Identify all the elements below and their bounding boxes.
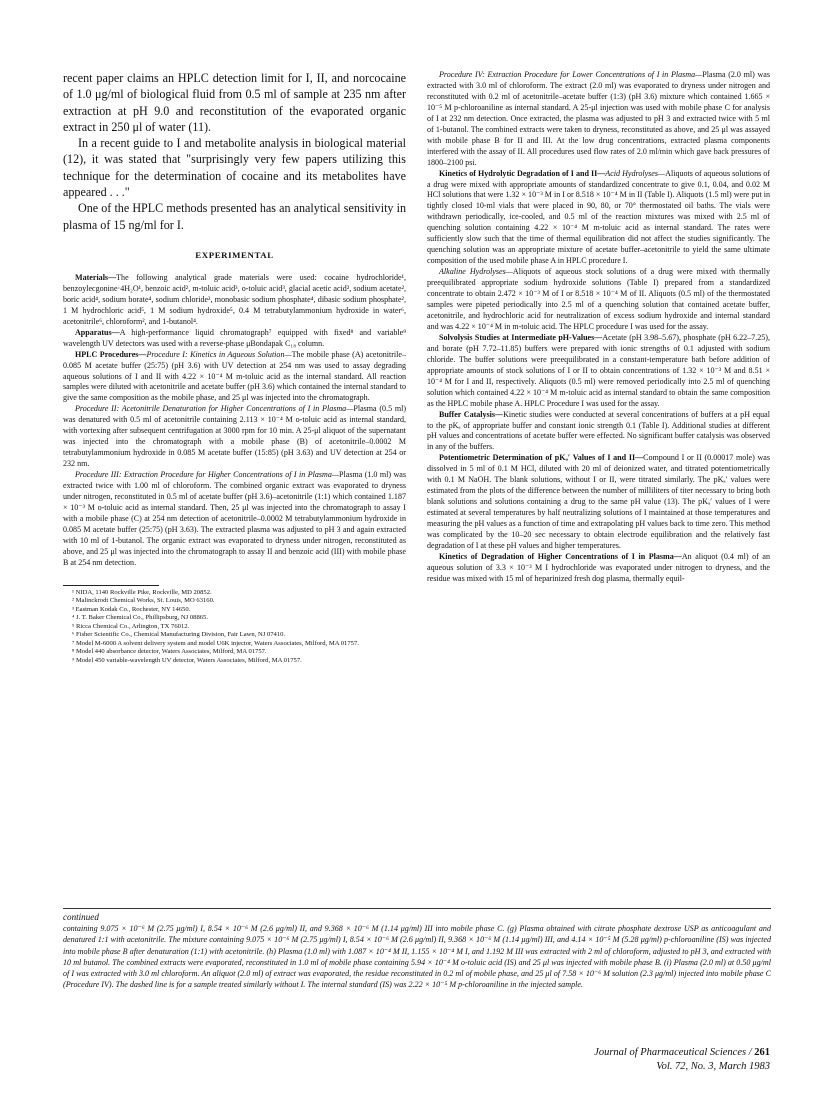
intro-paragraph: recent paper claims an HPLC detection limit for I, II, and norcocaine of 1.0 μg/ml of biological fluid from 0.5 ml of sample at 235 nm after extraction at pH 9.0 and reconstitution of the evaporated organic extract in 250 μl of water (11). — [63, 71, 406, 134]
procedure-1-text: The mobile phase (A) acetonitrile–0.085 M acetate buffer (25:75) (pH 3.6) with UV detection at 254 nm was used to assay degrading aqueous solutions of I and II with 4.22 × 10⁻⁴ M m-toluic acid as the internal standard. All reaction samples were diluted with acetonitrile and acetate buffer (pH 3.6) which contained the internal standard to give the same composition as the mobile phase, and 25 μl was injected into the chromatograph. — [63, 349, 407, 403]
section-heading-experimental: EXPERIMENTAL — [195, 249, 274, 260]
procedure-4-text: Plasma (2.0 ml) was extracted with 3.0 ml of chloroform. The extract (2.0 ml) was evaporated to dryness under nitrogen and reconstituted with 0.2 ml of acetonitrile–acetate buffer (1:3) (pH 3.6) mixture which contained 1.665 × 10⁻⁵ M p-chloroaniline as internal standard. A 25-μl injection was used with mobile phase C for analysis of I at 232 nm detection. Once extracted, the plasma was adjusted to pH 3 and extracted twice with 5 ml of 1-butanol. The combined extracts were taken to dryness, reconstituted as above, and 25 μl was assayed with mobile phase B for II and III. At the low drug concentrations, extracted plasma components interfered with the assay of II. All procedures used flow rates of 2.0 ml/min which gave back pressures of 1800–2100 psi. — [427, 70, 770, 167]
footnote: ³ Eastman Kodak Co., Rochester, NY 14650. — [72, 605, 191, 613]
footnote: ⁵ Ricca Chemical Co., Arlington, TX 76012. — [72, 622, 190, 630]
procedure-1-title: Procedure I: Kinetics in Aqueous Solution— — [146, 349, 292, 359]
buffer-catalysis-paragraph — [427, 410, 770, 454]
higher-concentration-title: Kinetics of Degradation of Higher Concentrations of I in Plasma— — [439, 551, 682, 561]
procedure-2-title: Procedure II: Acetonitrile Denaturation for Higher Concentrations of I in Plasma— — [75, 404, 354, 414]
procedure-2-paragraph — [63, 404, 406, 470]
apparatus-paragraph — [63, 328, 406, 350]
higher-concentration-paragraph — [427, 552, 770, 585]
figure-caption-continued — [63, 908, 771, 991]
right-column — [427, 70, 770, 585]
footnote: ⁴ J. T. Baker Chemical Co., Phillipsburg, NJ 08865. — [72, 614, 209, 622]
intro-paragraph: In a recent guide to I and metabolite analysis in biological material (12), it was stated that "surprisingly very few papers utilizing this technique for the determination of cocaine and its metabolites have appeared . . ." — [63, 136, 406, 200]
procedure-4-paragraph — [427, 70, 770, 169]
materials-text: The following analytical grade materials were used: cocaine hydrochloride¹, benzoylecgonine·4H₂O¹, benzoic acid², m-toluic acid³, o-toluic acid³, glacial acetic acid², sodium acetate², boric acid⁴, sodium borate⁴, sodium chloride², monobasic sodium phosphate⁴, dibasic sodium phosphate², 1 M hydrochloric acid⁵, 1 M sodium hydroxide⁵, 0.4 M tetrabutylammonium hydroxide in water⁶, acetonitrile⁶, chloroform², and 1-butanol⁴. — [63, 272, 406, 326]
kinetics-paragraph — [427, 169, 770, 268]
left-column — [63, 70, 406, 666]
procedure-3-paragraph — [63, 470, 406, 569]
acid-hydrolyses-title: Acid Hydrolyses— — [605, 168, 666, 178]
continued-label: continued — [63, 912, 99, 922]
apparatus-text: A high-performance liquid chromatograph⁷ equipped with fixed⁸ and variable⁹ wavelength UV detectors was used with a reverse-phase μBondapak C₁₈ column. — [63, 327, 406, 348]
caption-text: containing 9.075 × 10⁻⁶ M (2.75 μg/ml) I, 8.54 × 10⁻⁶ M (2.6 μg/ml) II, and 9.368 × 10⁻⁶ M (1.14 μg/ml) III into mobile phase C. (g) Plasma obtained with citrate phosphate dextrose USP as anticoagulant and denatured 1:1 with acetonitrile. The mixture containing 9.075 × 10⁻⁶ M (2.75 μg/ml) I, 8.54 × 10⁻⁶ M (2.6 μg/ml) II, 9.368 × 10⁻⁶ M (1.14 μg/ml) III, and 4.14 × 10⁻⁵ M (5.28 μg/ml) p-chloroaniline (IS) was injected into mobile phase B after denaturation (1:1) with acetonitrile. (h) Plasma (1.0 ml) with 1.087 × 10⁻⁴ M II, 1.155 × 10⁻⁴ M I, and 1.192 M III was extracted with 2 ml of chloroform, adjusted to pH 3, and extracted with 10 ml butanol. The combined extracts were evaporated, reconstituted in 1.0 ml of mobile phase containing 5.94 × 10⁻⁴ M o-toluic acid (IS) and 25 μl was injected with mobile phase B. (i) Plasma (2.0 ml) at 0.50 μg/ml of I was extracted with 3.0 ml chloroform. An aliquot (2.0 ml) of extract was evaporated, the residue reconstituted in 0.2 ml of mobile phase, and 25 μl of 7.58 × 10⁻⁶ M solution (2.3 μg/ml) injected into mobile phase C (Procedure IV). The dashed line is for a sample treated similarly without I. The internal standard (IS) was 2.22 × 10⁻⁵ M p-chloroaniline in the injected sample. — [63, 924, 771, 990]
alkaline-paragraph — [427, 267, 770, 333]
buffer-catalysis-title: Buffer Catalysis— — [439, 409, 504, 419]
footnote: ⁹ Model 450 variable-wavelength UV detector, Waters Associates, Milford, MA 01757. — [72, 657, 302, 665]
solvolysis-title: Solvolysis Studies at Intermediate pH-Values— — [439, 332, 603, 342]
footnote: ¹ NIDA, 1140 Rockville Pike, Rockville, MD 20852. — [72, 588, 212, 596]
alkaline-text: Aliquots of aqueous stock solutions of a drug were mixed with thermally preequilibrated appropriate sodium hydroxide solutions (Table I) prepared from a standardized concentrate to obtain 2.472 × 10⁻³ M of I or 8.518 × 10⁻⁴ M of II. Aliquots (0.5 ml) of the thermostated samples were pipeted periodically into 2.5 ml of a quenching solution that contained acetate buffer, acetonitrile, and hydrochloric acid for neutralization of excess sodium hydroxide and internal standard and was 4.22 × 10⁻⁴ M in m-toluic acid. The HPLC procedure I was used for the assay. — [427, 267, 770, 331]
procedure-2-text: Plasma (0.5 ml) was denatured with 0.5 ml of acetonitrile containing 2.113 × 10⁻⁴ M o-toluic acid as internal standard, with vortexing after subsequent centrifugation at 3000 rpm for 10 min. A 25-μl aliquot of the supernatant was injected into the chromatograph with a mobile phase (B) of acetonitrile–0.0002 M tetrabutylammonium hydroxide in 0.085 M acetate buffer (15:85) (pH 3.63) and UV detection at 254 or 232 nm. — [63, 404, 407, 469]
footnote: ⁸ Model 440 absorbance detector, Waters Associates, Milford, MA 01757. — [72, 648, 267, 656]
procedure-3-text: Plasma (1.0 ml) was extracted twice with 1.00 ml of chloroform. The combined organic extract was evaporated to dryness under nitrogen, reconstituted in 0.5 ml of acetate buffer (pH 3.6)–acetonitrile (1:1) which contained 1.187 × 10⁻³ M o-toluic acid as internal standard. Then, 25 μl was injected into the chromatograph to assay I with a mobile phase (C) at 254 nm detection of acetonitrile–0.0002 M tetrabutylammonium hydroxide in 0.085 M acetate buffer (25:75) (pH 3.63). The extracted plasma was adjusted to pH 3 and again extracted with 10 ml of 1-butanol. The organic extract was evaporated to dryness under nitrogen, reconstituted as above, and 25 μl was injected into the chromatograph to assay II and benzoic acid (III) with mobile phase B at 254 nm detection. — [63, 470, 406, 567]
intro-paragraph: One of the HPLC methods presented has an analytical sensitivity in plasma of 15 ng/ml for I. — [63, 201, 406, 232]
solvolysis-paragraph — [427, 333, 770, 410]
buffer-catalysis-text: Kinetic studies were conducted at several concentrations of buffers at a pH equal to the pKₐ of appropriate buffer and constant ionic strength 0.1 (Table I). Additional studies at different pH values and concentrations of acetate buffer were effected. No significant buffer catalysis was observed in any of the buffers. — [427, 409, 770, 452]
hplc-paragraph — [63, 350, 406, 405]
page-footer — [594, 1046, 770, 1074]
alkaline-title: Alkaline Hydrolyses— — [439, 267, 513, 277]
solvolysis-text: Acetate (pH 3.98–5.67), phosphate (pH 6.22–7.25), and borate (pH 7.72–11.85) buffers were prepared with ionic strengths of 0.1 adjusted with sodium chloride. The buffer solutions were preequilibrated in a constant-temperature bath before addition of appropriate amounts of stock solutions of I or II to obtain concentrations of 1.32 × 10⁻³ M and 8.51 × 10⁻⁴ M for I and II, respectively. Aliquots (0.5 ml) were removed periodically into 2.5 ml of quenching solution which contained 4.22 × 10⁻⁴ M m-toluic acid as internal standard to obtain the same composition as the HPLC mobile phase A. HPLC Procedure I was used for the assay. — [427, 332, 770, 408]
kinetics-text: Aliquots of aqueous solutions of a drug were mixed with appropriate amounts of standardized concentrate to give 0.1, 0.04, and 0.02 M HCl solutions that were 1.32 × 10⁻³ M in I or 8.518 × 10⁻⁴ M in II (Table I). Aliquots (1.5 ml) were put in tightly closed 10-ml vials that were placed in 90, 80, or 70° thermostated oil baths. The vials were withdrawn periodically, ice-cooled, and 0.5 ml of the reaction mixtures was mixed with 2.5 ml of quenching solution containing 4.22 × 10⁻⁴ M m-toluic acid as internal standard. The rates were sufficiently slow such that the time of thermal equilibration did not affect the studies significantly. The quenching solution was an appropriate mixture of acetate buffer–acetonitrile to yield the same ultimate composition of the used mobile phase A in HPLC procedure I. — [427, 168, 770, 266]
apparatus-title: Apparatus— — [75, 327, 120, 337]
pka-text: Compound I or II (0.00017 mole) was dissolved in 5 ml of 0.1 M HCl, diluted with 20 ml of deionized water, and titrated potentiometrically with 0.1 M NaOH. The blank solutions, without I or II, were titrated similarly. The pKₐ′ values were estimated from the plots of the difference between the number of milliliters of titer necessary to bring both blank solutions and solutions containing a drug to the same pH value (13). The pKₐ′ values of I were estimated at several temperatures by half neutralizing solutions of I maintained at those temperatures and measuring the pH values as a function of time and extrapolating pH values back to time zero. This method was complicated by the 10–20 sec necessary to obtain electrode equilibration and the relatively fast degradation of I at these pH values and higher temperatures. — [427, 453, 770, 550]
page-number: 261 — [754, 1047, 770, 1058]
footnote: ⁷ Model M-6000 A solvent delivery system and model U6K injector, Waters Associates, Milford, MA 01757. — [72, 639, 359, 647]
footnote: ² Malinckrodt Chemical Works, St. Louis, MO 63160. — [72, 597, 215, 605]
procedure-3-title: Procedure III: Extraction Procedure for Higher Concentrations of I in Plasma— — [75, 470, 340, 480]
pka-title: Potentiometric Determination of pKₐ′ Values of I and II— — [439, 453, 644, 463]
journal-line — [594, 1046, 770, 1060]
materials-paragraph — [63, 273, 406, 328]
footnote: ⁶ Fisher Scientific Co., Chemical Manufacturing Division, Fair Lawn, NJ 07410. — [72, 631, 286, 639]
kinetics-title: Kinetics of Hydrolytic Degradation of I and II— — [439, 168, 606, 178]
materials-title: Materials— — [75, 272, 117, 282]
pka-paragraph — [427, 453, 770, 552]
journal-name: Journal of Pharmaceutical Sciences / — [594, 1047, 755, 1058]
volume-info: Vol. 72, No. 3, March 1983 — [656, 1061, 770, 1072]
footnote-divider — [63, 585, 159, 586]
higher-concentration-text: An aliquot (0.4 ml) of an aqueous solution of 3.3 × 10⁻³ M I hydrochloride was evaporated under nitrogen to dryness, and the residue was mixed with 15 ml of heparinized fresh dog plasma, thermally equil- — [427, 551, 771, 583]
hplc-title: HPLC Procedures— — [75, 349, 147, 359]
procedure-4-title: Procedure IV: Extraction Procedure for Lower Concentrations of I in Plasma— — [439, 70, 703, 79]
